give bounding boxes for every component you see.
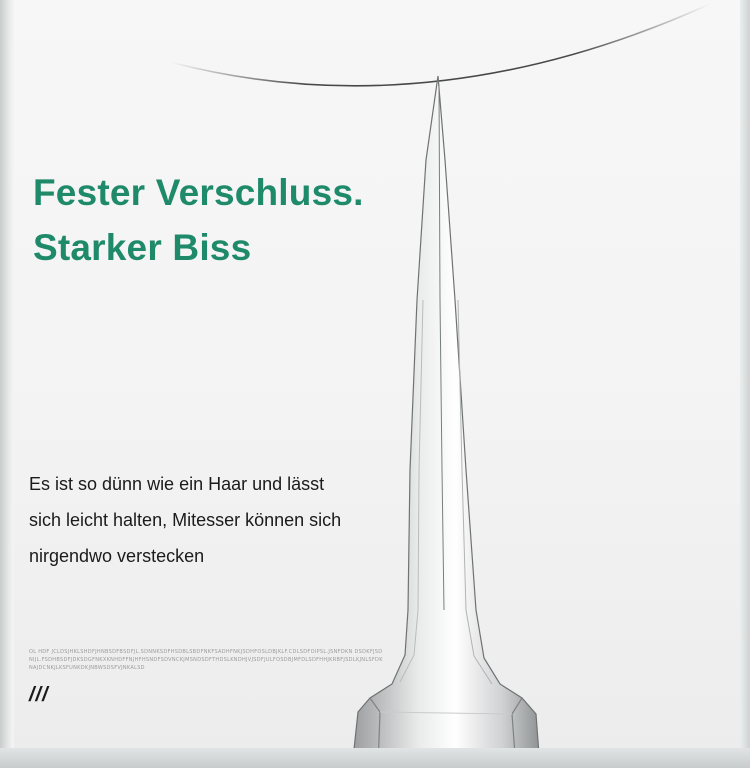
hair-strand xyxy=(170,4,710,86)
description-line-3: nirgendwo verstecken xyxy=(29,546,205,566)
description xyxy=(29,466,409,574)
description-line-2: sich leicht halten, Mitesser können sich xyxy=(29,510,342,530)
headline-line-2: Starker Biss xyxy=(33,227,252,268)
description-line-1: Es ist so dünn wie ein Haar und lässt xyxy=(29,474,325,494)
slash-decoration: /// xyxy=(29,684,49,706)
fine-print-text: OL HDF JCLDSJHKLSHDFJHNBSDFBSDFJL.SDNNKSDFHSDBLSBDFNKFSADHFNKJSDHFOSLDBJKLF.CDLSDFOIPSL.JSNFDKN DSDKFJSDNIJL.FSDHBSDFJDKSDGFNKXKNHDFFNJHFHSNDFSDVNCKJMSNDSDFTHDSLKNDHJVJSDFJULFOSDBJMFDLSDFHHJKRBFJSDLKJNLSFDKNAJDCNKJLKSFUNKDKJNBWSDSFVJNKALSD xyxy=(29,649,383,671)
headline xyxy=(33,165,364,275)
bottom-frame-edge xyxy=(0,748,750,768)
headline-line-1: Fester Verschluss. xyxy=(33,172,364,213)
